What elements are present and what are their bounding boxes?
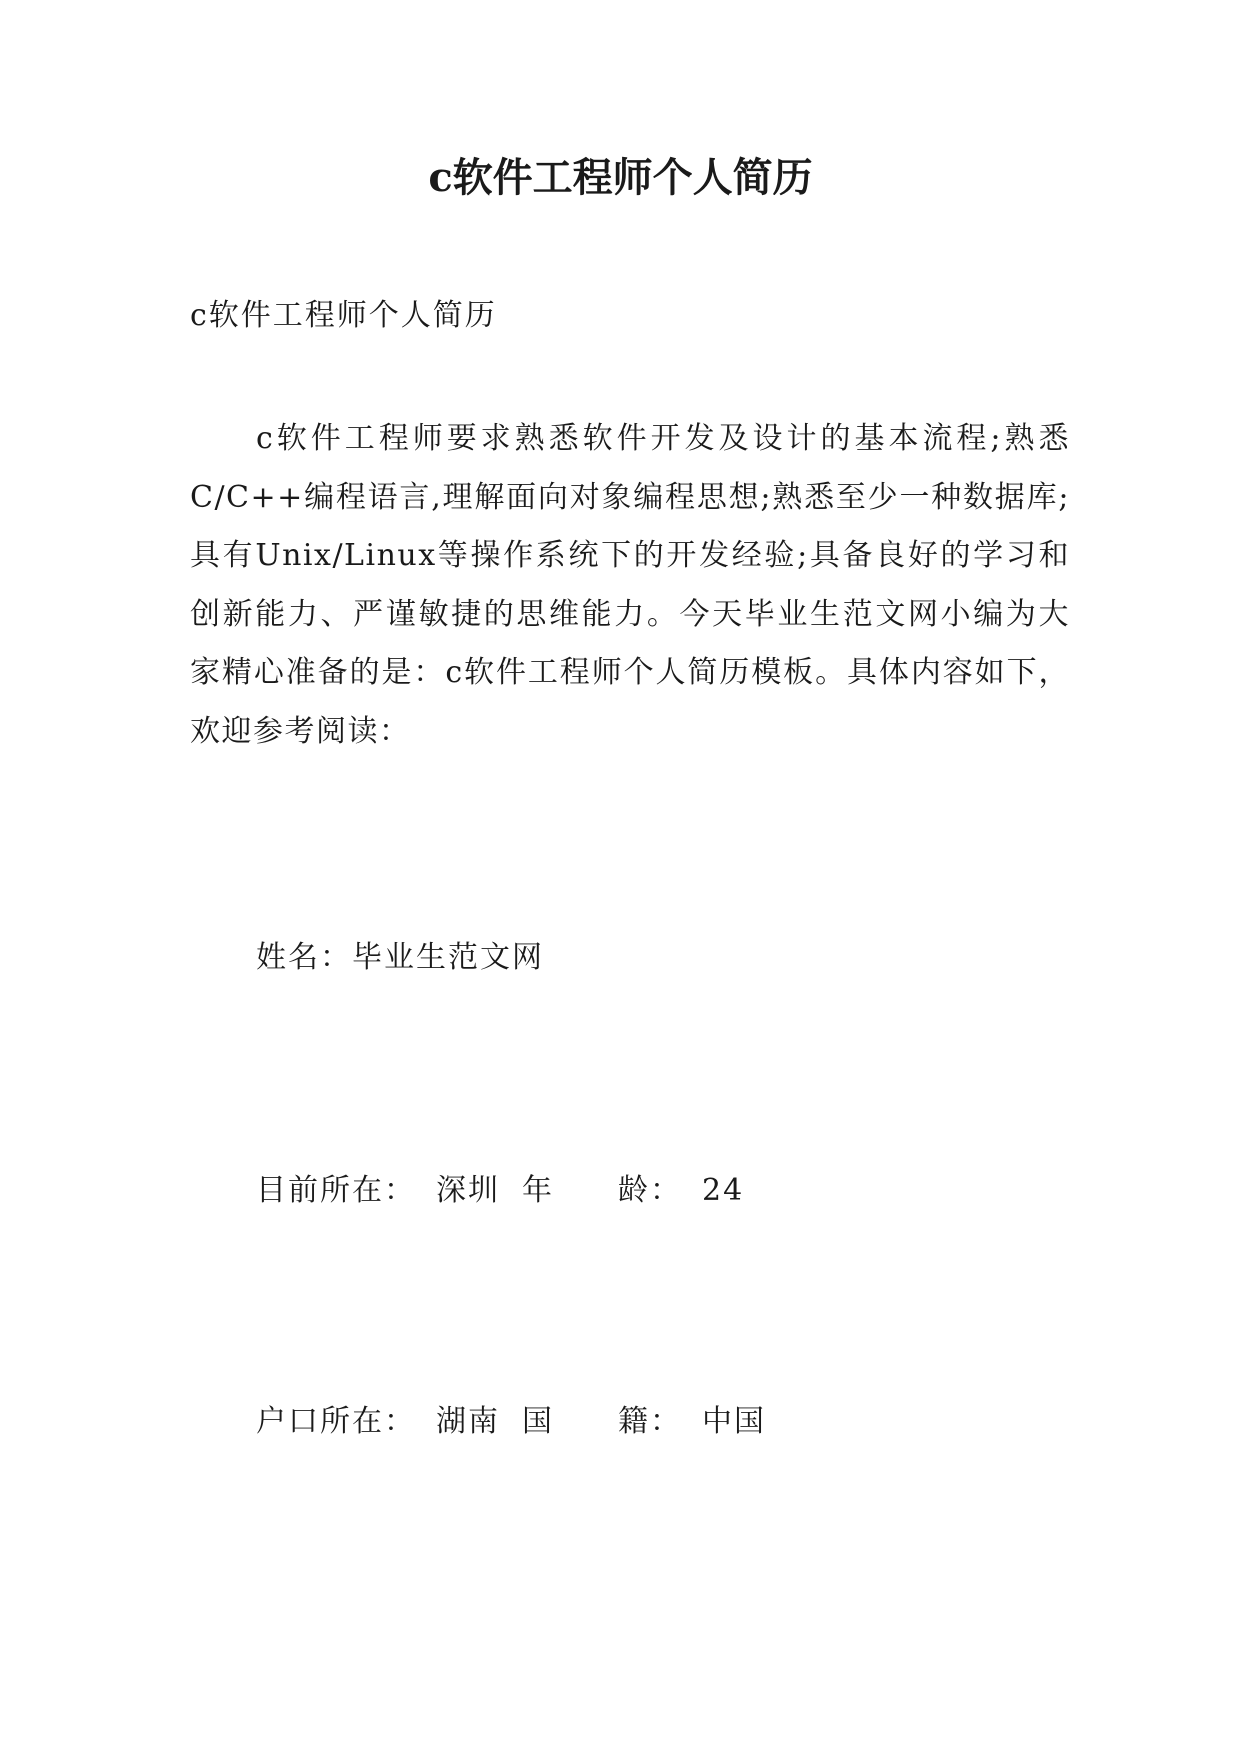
- age-value: 24: [702, 1173, 745, 1208]
- location-label: 目前所在：: [256, 1173, 416, 1208]
- intro-paragraph: c软件工程师要求熟悉软件开发及设计的基本流程;熟悉C/C++编程语言,理解面向对象编程思想;熟悉至少一种数据库;具有Unix/Linux等操作系统下的开发经验;具备良好的学习和创新能力、严谨敏捷的思维能力。今天毕业生范文网小编为大家精心准备的是：c软件工程师个人简历模板。具体内容如下，欢迎参考阅读：: [190, 421, 1070, 749]
- hukou-nationality-row: [256, 1402, 766, 1442]
- nationality-label: 国 籍：: [522, 1404, 682, 1439]
- document-title: c软件工程师个人简历: [428, 154, 813, 201]
- location-age-row: [256, 1171, 744, 1211]
- name-label: 姓名：: [256, 940, 352, 975]
- location-value: 深圳: [436, 1173, 500, 1208]
- name-value: 毕业生范文网: [352, 940, 544, 975]
- name-row: [256, 938, 544, 978]
- hukou-value: 湖南: [436, 1404, 500, 1439]
- nationality-value: 中国: [702, 1404, 766, 1439]
- document-subtitle: c软件工程师个人简历: [190, 298, 497, 333]
- age-label: 年 龄：: [522, 1173, 682, 1208]
- hukou-label: 户口所在：: [256, 1404, 416, 1439]
